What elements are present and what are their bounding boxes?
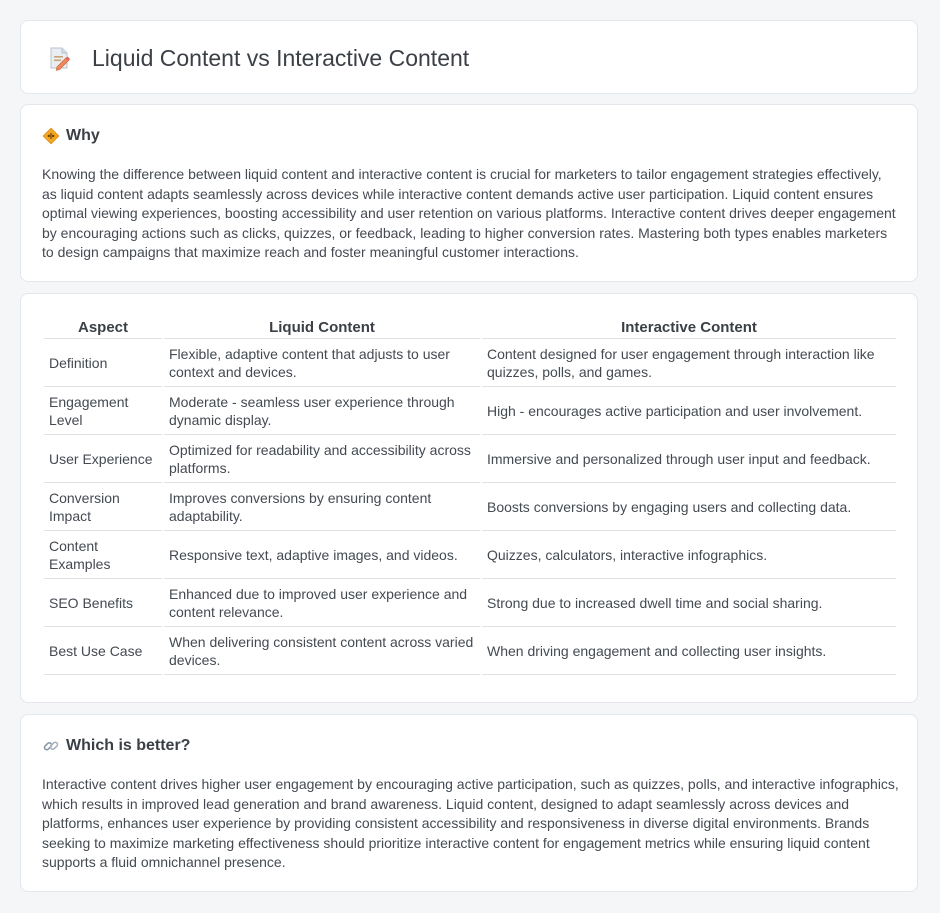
cell-liquid: Flexible, adaptive content that adjusts to user context and devices. xyxy=(164,339,480,387)
cell-interactive: Boosts conversions by engaging users and collecting data. xyxy=(482,483,896,531)
cell-liquid: Enhanced due to improved user experience and content relevance. xyxy=(164,579,480,627)
better-heading xyxy=(42,737,190,755)
why-title: Why xyxy=(66,127,100,144)
cell-interactive: Content designed for user engagement through interaction like quizzes, polls, and games. xyxy=(482,339,896,387)
diamond-sign-icon xyxy=(42,127,60,145)
cell-interactive: Immersive and personalized through user input and feedback. xyxy=(482,435,896,483)
table-row xyxy=(44,483,896,531)
table-row xyxy=(44,627,896,675)
cell-aspect: Best Use Case xyxy=(44,627,162,675)
cell-aspect: SEO Benefits xyxy=(44,579,162,627)
link-icon xyxy=(42,737,60,755)
title-card xyxy=(20,20,918,94)
table-row xyxy=(44,531,896,579)
comparison-card xyxy=(20,293,918,703)
better-title: Which is better? xyxy=(66,737,191,754)
cell-interactive: When driving engagement and collecting user insights. xyxy=(482,627,896,675)
header-interactive-content: Interactive Content xyxy=(482,316,896,339)
table-row xyxy=(44,579,896,627)
cell-liquid: Optimized for readability and accessibility across platforms. xyxy=(164,435,480,483)
cell-liquid: Responsive text, adaptive images, and videos. xyxy=(164,531,480,579)
cell-aspect: Content Examples xyxy=(44,531,162,579)
cell-aspect: Engagement Level xyxy=(44,387,162,435)
cell-liquid: When delivering consistent content across varied devices. xyxy=(164,627,480,675)
cell-liquid: Improves conversions by ensuring content adaptability. xyxy=(164,483,480,531)
why-heading xyxy=(42,127,100,145)
header-liquid-content: Liquid Content xyxy=(164,316,480,339)
why-card xyxy=(20,104,918,282)
cell-interactive: High - encourages active participation and user involvement. xyxy=(482,387,896,435)
table-header-row xyxy=(44,316,896,339)
title-row xyxy=(46,43,469,73)
table-row xyxy=(44,387,896,435)
header-aspect: Aspect xyxy=(44,316,162,339)
cell-aspect: User Experience xyxy=(44,435,162,483)
cell-interactive: Quizzes, calculators, interactive infographics. xyxy=(482,531,896,579)
cell-aspect: Definition xyxy=(44,339,162,387)
page-title: Liquid Content vs Interactive Content xyxy=(92,45,470,71)
table-row xyxy=(44,339,896,387)
why-text: Knowing the difference between liquid content and interactive content is crucial for marketers to tailor engagement strategies effectively, as liquid content adapts seamlessly across devices while interactive content demands active user participation. Liquid content ensures optimal viewing experiences, boosting accessibility and user retention on various platforms. Interactive content drives deeper engagement by encouraging actions such as clicks, quizzes, or feedback, leading to higher conversion rates. Mastering both types enables marketers to design campaigns that maximize reach and foster meaningful customer interactions. xyxy=(42,166,896,260)
cell-aspect: Conversion Impact xyxy=(44,483,162,531)
cell-interactive: Strong due to increased dwell time and social sharing. xyxy=(482,579,896,627)
document-edit-icon xyxy=(46,45,72,71)
cell-liquid: Moderate - seamless user experience through dynamic display. xyxy=(164,387,480,435)
table-row xyxy=(44,435,896,483)
comparison-table xyxy=(42,316,898,675)
better-text: Interactive content drives higher user engagement by encouraging active participation, such as quizzes, polls, and interactive infographics, which results in improved lead generation and brand awareness. Liquid content, designed to adapt seamlessly across devices and platforms, enhances user experience by providing consistent accessibility and responsiveness in diverse digital environments. Brands seeking to maximize marketing effectiveness should prioritize interactive content for engagement metrics while ensuring liquid content supports a fluid omnichannel presence. xyxy=(42,776,899,870)
which-better-card xyxy=(20,714,918,892)
